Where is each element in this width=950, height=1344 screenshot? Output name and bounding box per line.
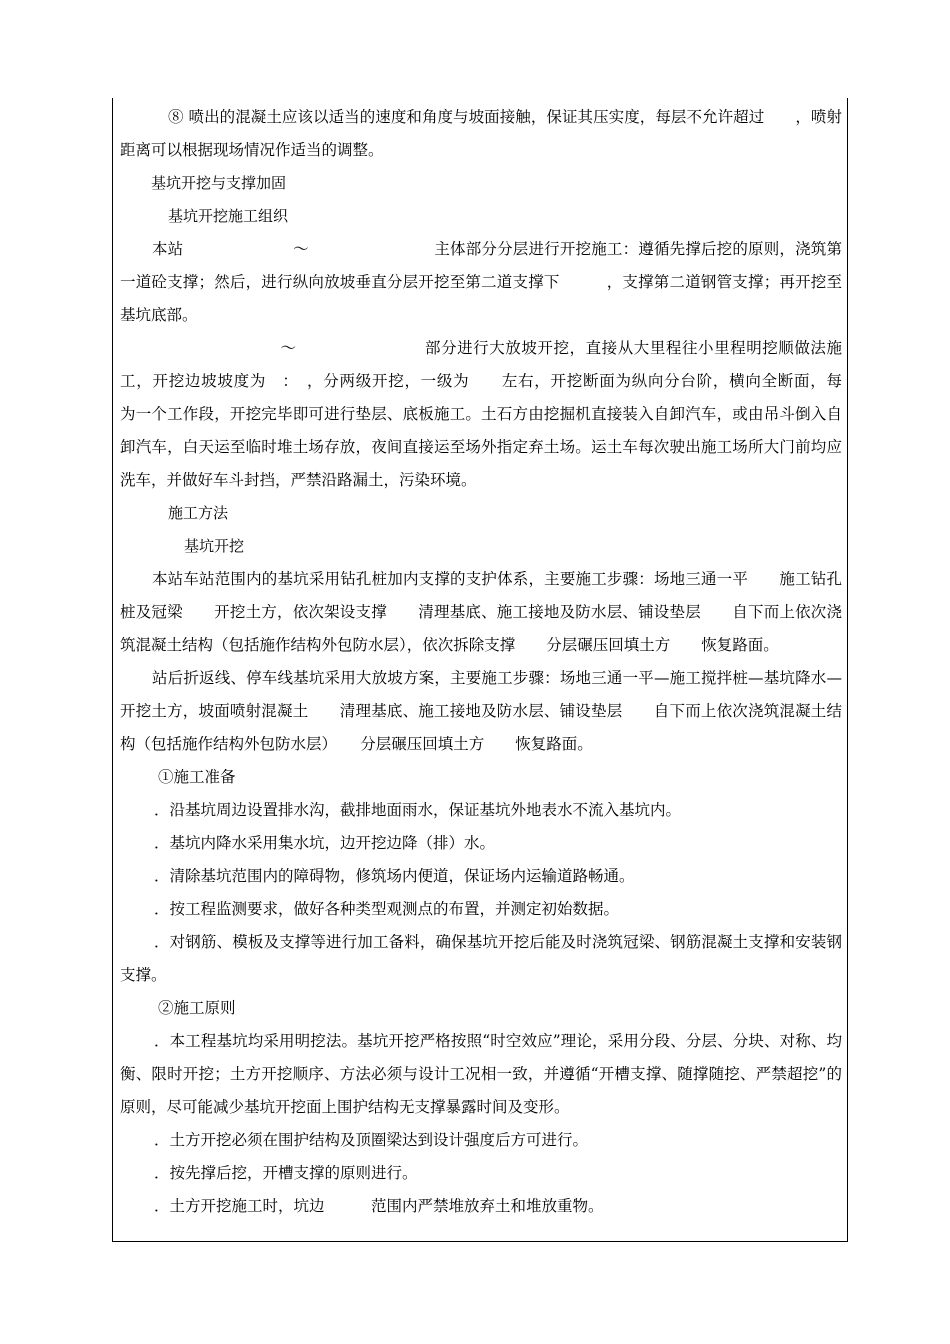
- list-item: ．对钢筋、模板及支撑等进行加工备料，确保基坑开挖后能及时浇筑冠梁、钢筋混凝土支撑和安装钢支撑。: [120, 933, 842, 984]
- list-item: ．本工程基坑均采用明挖法。基坑开挖严格按照“时空效应”理论，采用分段、分层、分块、对称、均衡、限时开挖；土方开挖顺序、方法必须与设计工况相一致，并遵循“开槽支撑、随撑随挖、严禁超挖”的原则，尽可能减少基坑开挖面上围护结构无支撑暴露时间及变形。: [120, 1032, 842, 1116]
- paragraph-turnback-steps: 站后折返线、停车线基坑采用大放坡方案，主要施工步骤：场地三通一平—施工搅拌桩—基坑降水—开挖土方，坡面喷射混凝土 清理基底、施工接地及防水层、铺设垫层 自下而上依次浇筑混凝土结构（包括施作结构外包防水层） 分层碾压回填土方 恢复路面。: [120, 669, 842, 753]
- list-item: ．清除基坑范围内的障碍物，修筑场内便道，保证场内运输道路畅通。: [154, 867, 635, 885]
- list-item: ．沿基坑周边设置排水沟，截排地面雨水，保证基坑外地表水不流入基坑内。: [154, 801, 682, 819]
- document-body: [120, 101, 874, 1223]
- list-item: ．按工程监测要求，做好各种类型观测点的布置，并测定初始数据。: [154, 900, 620, 918]
- heading-preparation: ①施工准备: [158, 768, 236, 786]
- paragraph-slope-excavation: ～ 部分进行大放坡开挖，直接从大里程往小里程明挖顺做法施工，开挖边坡坡度为 ： ，分两级开挖，一级为 左右，开挖断面为纵向分台阶，横向全断面，每 为一个工作段，开挖完毕即可进行垫层、底板施工。土石方由挖掘机直接装入自卸汽车，或由吊斗倒入自卸汽车，白天运至临时堆土场存放，夜间直接运至场外指定弃土场。运土车每次驶出施工场所大门前均应洗车，并做好车斗封挡，严禁沿路漏土，污染环境。: [120, 339, 874, 489]
- heading-pit-excavation: 基坑开挖: [184, 537, 245, 555]
- heading-principle: ②施工原则: [158, 999, 236, 1017]
- paragraph-station-steps: 本站车站范围内的基坑采用钻孔桩加内支撑的支护体系，主要施工步骤：场地三通一平 施工钻孔桩及冠梁 开挖土方，依次架设支撑 清理基底、施工接地及防水层、铺设垫层 自下而上依次浇筑混凝土结构（包括施作结构外包防水层），依次拆除支撑 分层碾压回填土方 恢复路面。: [120, 570, 842, 654]
- list-item: ．按先撑后挖，开槽支撑的原则进行。: [154, 1164, 418, 1182]
- heading-construction-method: 施工方法: [168, 504, 229, 522]
- paragraph-shotcrete-note: ⑧ 喷出的混凝土应该以适当的速度和角度与坡面接触，保证其压实度，每层不允许超过 ，喷射距离可以根据现场情况作适当的调整。: [120, 108, 842, 159]
- list-item: ．土方开挖施工时，坑边 范围内严禁堆放弃土和堆放重物。: [154, 1197, 604, 1215]
- paragraph-main-excavation: 本站 ～ 主体部分分层进行开挖施工：遵循先撑后挖的原则，浇筑第一道砼支撑；然后，进行纵向放坡垂直分层开挖至第二道支撑下 ，支撑第二道钢管支撑；再开挖至基坑底部。: [120, 240, 842, 324]
- list-item: ．土方开挖必须在围护结构及顶圈梁达到设计强度后方可进行。: [154, 1131, 589, 1149]
- heading-excavation-organization: 基坑开挖施工组织: [168, 207, 289, 225]
- heading-excavation-support: 基坑开挖与支撑加固: [151, 174, 287, 192]
- list-item: ．基坑内降水采用集水坑，边开挖边降（排）水。: [154, 834, 496, 852]
